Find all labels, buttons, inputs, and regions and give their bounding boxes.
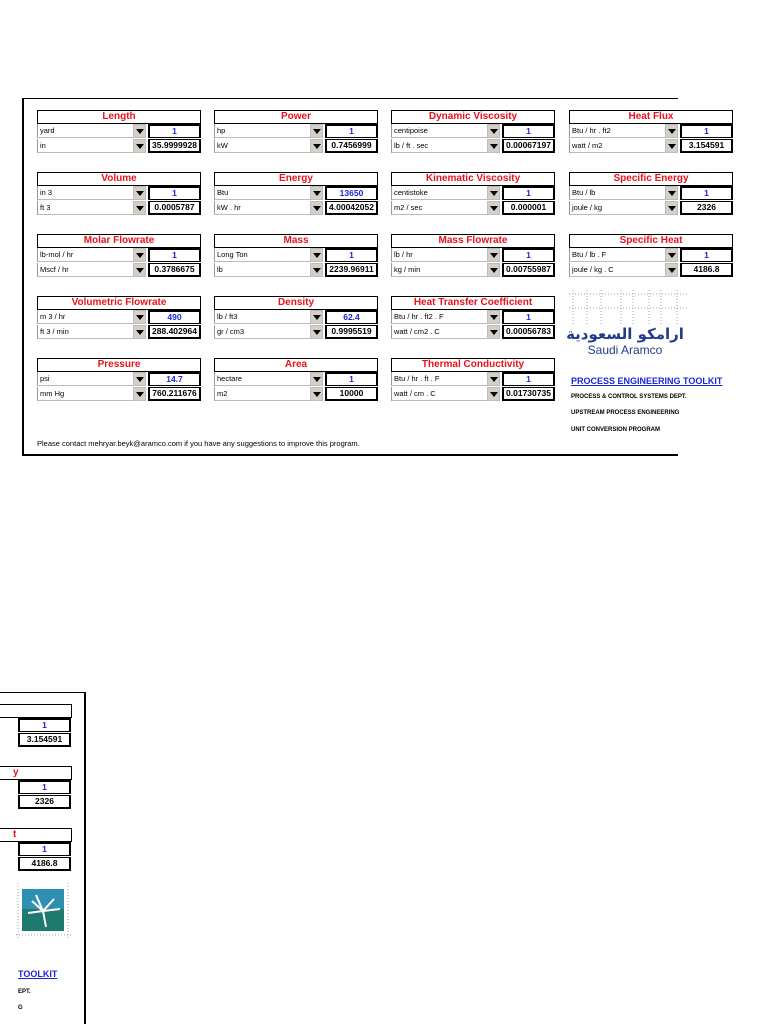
group-heat-flux — [569, 110, 733, 162]
volumetric-flowrate-title: Volumetric Flowrate — [37, 296, 201, 310]
energy-title: Energy — [214, 172, 378, 186]
density-to-row — [214, 325, 378, 339]
dept-line-2: UPSTREAM PROCESS ENGINEERING — [571, 410, 680, 416]
length-title: Length — [37, 110, 201, 124]
power-from-row — [214, 124, 378, 138]
continued-sheet-fragment — [0, 692, 86, 1024]
specific-energy-from-row — [569, 186, 733, 200]
dropdown-arrow-icon[interactable] — [310, 387, 323, 401]
dept-fragment-2: G — [18, 1005, 23, 1011]
kinematic-viscosity-to-unit: m2 / sec — [391, 201, 487, 215]
dropdown-arrow-icon[interactable] — [133, 263, 146, 277]
density-output-value: 0.9995519 — [325, 325, 378, 339]
kinematic-viscosity-to-row — [391, 201, 555, 215]
group-volume — [37, 172, 201, 224]
specific-energy-input-continued[interactable]: 1 — [18, 780, 71, 794]
molar-flowrate-from-unit: lb-mol / hr — [37, 248, 133, 262]
heat-flux-input-continued[interactable]: 1 — [18, 718, 71, 732]
group-specific-heat — [569, 234, 733, 286]
group-heat-transfer-coefficient — [391, 296, 555, 348]
pressure-title: Pressure — [37, 358, 201, 372]
heat-flux-from-row — [569, 124, 733, 138]
volume-to-unit: ft 3 — [37, 201, 133, 215]
dropdown-arrow-icon[interactable] — [665, 186, 678, 200]
dropdown-arrow-icon[interactable] — [310, 310, 323, 324]
dropdown-arrow-icon[interactable] — [487, 248, 500, 262]
group-kinematic-viscosity — [391, 172, 555, 224]
group-mass — [214, 234, 378, 286]
thermal-conductivity-from-unit: Btu / hr . ft . F — [391, 372, 487, 386]
heat-flux-input-value[interactable]: 1 — [680, 124, 733, 138]
dropdown-arrow-icon[interactable] — [665, 263, 678, 277]
group-energy — [214, 172, 378, 224]
thermal-conductivity-title: Thermal Conductivity — [391, 358, 555, 372]
group-pressure — [37, 358, 201, 410]
dropdown-arrow-icon[interactable] — [665, 139, 678, 153]
density-input-value[interactable]: 62.4 — [325, 310, 378, 324]
density-from-unit: lb / ft3 — [214, 310, 310, 324]
molar-flowrate-input-value[interactable]: 1 — [148, 248, 201, 262]
dropdown-arrow-icon[interactable] — [133, 325, 146, 339]
dropdown-arrow-icon[interactable] — [665, 201, 678, 215]
dropdown-arrow-icon[interactable] — [310, 201, 323, 215]
area-input-value[interactable]: 1 — [325, 372, 378, 386]
thermal-conductivity-to-row — [391, 387, 555, 401]
dropdown-arrow-icon[interactable] — [487, 310, 500, 324]
volume-title: Volume — [37, 172, 201, 186]
group-dynamic-viscosity — [391, 110, 555, 162]
mass-input-value[interactable]: 1 — [325, 248, 378, 262]
dropdown-arrow-icon[interactable] — [487, 139, 500, 153]
dynamic-viscosity-from-unit: centipoise — [391, 124, 487, 138]
specific-energy-output-value: 2326 — [680, 201, 733, 215]
dropdown-arrow-icon[interactable] — [310, 325, 323, 339]
density-from-row — [214, 310, 378, 324]
group-thermal-conductivity — [391, 358, 555, 410]
mass-to-unit: lb — [214, 263, 310, 277]
specific-heat-output-continued: 4186.8 — [18, 857, 71, 871]
kinematic-viscosity-title: Kinematic Viscosity — [391, 172, 555, 186]
palm-emblem-icon — [16, 883, 72, 941]
volumetric-flowrate-output-value: 288.402964 — [148, 325, 201, 339]
specific-energy-to-unit: joule / kg — [569, 201, 665, 215]
power-input-value[interactable]: 1 — [325, 124, 378, 138]
group-specific-energy — [569, 172, 733, 224]
dropdown-arrow-icon[interactable] — [310, 186, 323, 200]
length-output-value: 35.9999928 — [148, 139, 201, 153]
specific-energy-output-continued: 2326 — [18, 795, 71, 809]
pressure-from-unit: psi — [37, 372, 133, 386]
dept-line-1: PROCESS & CONTROL SYSTEMS DEPT. — [571, 394, 687, 400]
area-output-value: 10000 — [325, 387, 378, 401]
specific-heat-from-unit: Btu / lb . F — [569, 248, 665, 262]
dropdown-arrow-icon[interactable] — [487, 201, 500, 215]
dept-line-3: UNIT CONVERSION PROGRAM — [571, 427, 661, 433]
heat-transfer-coefficient-to-row — [391, 325, 555, 339]
group-heat-flux-continued — [0, 704, 72, 756]
molar-flowrate-to-unit: Mscf / hr — [37, 263, 133, 277]
dropdown-arrow-icon[interactable] — [310, 372, 323, 386]
area-to-row — [214, 387, 378, 401]
group-specific-heat-continued — [0, 828, 72, 880]
volumetric-flowrate-to-unit: ft 3 / min — [37, 325, 133, 339]
mass-to-row — [214, 263, 378, 277]
power-to-row — [214, 139, 378, 153]
dropdown-arrow-icon[interactable] — [310, 139, 323, 153]
molar-flowrate-output-value: 0.3786675 — [148, 263, 201, 277]
specific-heat-output-value: 4186.8 — [680, 263, 733, 277]
energy-from-unit: Btu — [214, 186, 310, 200]
kinematic-viscosity-from-row — [391, 186, 555, 200]
area-from-unit: hectare — [214, 372, 310, 386]
molar-flowrate-from-row — [37, 248, 201, 262]
heat-flux-output-continued: 3.154591 — [18, 733, 71, 747]
pressure-to-row — [37, 387, 201, 401]
dropdown-arrow-icon[interactable] — [133, 186, 146, 200]
group-molar-flowrate — [37, 234, 201, 286]
molar-flowrate-title: Molar Flowrate — [37, 234, 201, 248]
specific-heat-input-continued[interactable]: 1 — [18, 842, 71, 856]
heat-transfer-coefficient-to-unit: watt / cm2 . C — [391, 325, 487, 339]
specific-heat-title-fragment: t — [13, 829, 17, 840]
energy-input-value[interactable]: 13650 — [325, 186, 378, 200]
converter-sheet — [22, 98, 725, 456]
group-mass-flowrate — [391, 234, 555, 286]
dropdown-arrow-icon[interactable] — [487, 372, 500, 386]
mass-from-unit: Long Ton — [214, 248, 310, 262]
length-to-unit: in — [37, 139, 133, 153]
length-to-row — [37, 139, 201, 153]
thermal-conductivity-input-value[interactable]: 1 — [502, 372, 555, 386]
specific-heat-title: Specific Heat — [569, 234, 733, 248]
length-from-row — [37, 124, 201, 138]
specific-heat-to-unit: joule / kg . C — [569, 263, 665, 277]
group-length — [37, 110, 201, 162]
energy-to-row — [214, 201, 378, 215]
dropdown-arrow-icon[interactable] — [133, 310, 146, 324]
dept-fragment-1: EPT. — [18, 989, 31, 995]
dropdown-arrow-icon[interactable] — [310, 248, 323, 262]
volume-input-value[interactable]: 1 — [148, 186, 201, 200]
length-input-value[interactable]: 1 — [148, 124, 201, 138]
group-density — [214, 296, 378, 348]
volumetric-flowrate-from-unit: m 3 / hr — [37, 310, 133, 324]
heat-transfer-coefficient-from-row — [391, 310, 555, 324]
density-title: Density — [214, 296, 378, 310]
area-to-unit: m2 — [214, 387, 310, 401]
mass-flowrate-to-row — [391, 263, 555, 277]
molar-flowrate-to-row — [37, 263, 201, 277]
dropdown-arrow-icon[interactable] — [487, 186, 500, 200]
group-volumetric-flowrate — [37, 296, 201, 348]
energy-from-row — [214, 186, 378, 200]
heat-flux-to-unit: watt / m2 — [569, 139, 665, 153]
specific-energy-from-unit: Btu / lb — [569, 186, 665, 200]
volume-to-row — [37, 201, 201, 215]
thermal-conductivity-to-unit: watt / cm . C — [391, 387, 487, 401]
heat-flux-title: Heat Flux — [569, 110, 733, 124]
dropdown-arrow-icon[interactable] — [133, 387, 146, 401]
power-title: Power — [214, 110, 378, 124]
length-from-unit: yard — [37, 124, 133, 138]
specific-energy-title-fragment: y — [13, 767, 19, 778]
dynamic-viscosity-output-value: 0.00067197 — [502, 139, 555, 153]
mass-flowrate-output-value: 0.00755987 — [502, 263, 555, 277]
specific-energy-to-row — [569, 201, 733, 215]
mass-output-value: 2239.96911 — [325, 263, 378, 277]
heat-flux-to-row — [569, 139, 733, 153]
heat-transfer-coefficient-input-value[interactable]: 1 — [502, 310, 555, 324]
heat-flux-from-unit: Btu / hr . ft2 — [569, 124, 665, 138]
mass-flowrate-to-unit: kg / min — [391, 263, 487, 277]
kinematic-viscosity-output-value: 0.000001 — [502, 201, 555, 215]
dropdown-arrow-icon[interactable] — [133, 372, 146, 386]
saudi-aramco-logo-icon — [566, 288, 689, 360]
dropdown-arrow-icon[interactable] — [665, 248, 678, 262]
dropdown-arrow-icon[interactable] — [133, 124, 146, 138]
energy-output-value: 4.00042052 — [325, 201, 378, 215]
dropdown-arrow-icon[interactable] — [487, 325, 500, 339]
mass-title: Mass — [214, 234, 378, 248]
specific-heat-from-row — [569, 248, 733, 262]
dynamic-viscosity-input-value[interactable]: 1 — [502, 124, 555, 138]
thermal-conductivity-from-row — [391, 372, 555, 386]
toolkit-link-fragment[interactable]: TOOLKIT — [18, 969, 58, 979]
contact-note: Please contact mehryar.beyk@aramco.com if you have any suggestions to improve this program. — [37, 439, 360, 448]
logo-english-text: Saudi Aramco — [587, 343, 663, 357]
area-from-row — [214, 372, 378, 386]
pressure-from-row — [37, 372, 201, 386]
thermal-conductivity-output-value: 0.01730735 — [502, 387, 555, 401]
dropdown-arrow-icon[interactable] — [487, 387, 500, 401]
dropdown-arrow-icon[interactable] — [310, 124, 323, 138]
volumetric-flowrate-to-row — [37, 325, 201, 339]
volume-output-value: 0.0005787 — [148, 201, 201, 215]
group-specific-energy-continued — [0, 766, 72, 818]
volumetric-flowrate-from-row — [37, 310, 201, 324]
kinematic-viscosity-input-value[interactable]: 1 — [502, 186, 555, 200]
dynamic-viscosity-title: Dynamic Viscosity — [391, 110, 555, 124]
dropdown-arrow-icon[interactable] — [133, 139, 146, 153]
group-power — [214, 110, 378, 162]
heat-transfer-coefficient-title: Heat Transfer Coefficient — [391, 296, 555, 310]
dropdown-arrow-icon[interactable] — [487, 263, 500, 277]
dynamic-viscosity-to-row — [391, 139, 555, 153]
pressure-input-value[interactable]: 14.7 — [148, 372, 201, 386]
dynamic-viscosity-from-row — [391, 124, 555, 138]
specific-energy-title: Specific Energy — [569, 172, 733, 186]
dropdown-arrow-icon[interactable] — [487, 124, 500, 138]
mass-flowrate-input-value[interactable]: 1 — [502, 248, 555, 262]
toolkit-link[interactable]: PROCESS ENGINEERING TOOLKIT — [571, 376, 723, 386]
group-area — [214, 358, 378, 410]
heat-flux-output-value: 3.154591 — [680, 139, 733, 153]
mass-flowrate-from-row — [391, 248, 555, 262]
energy-to-unit: kW . hr — [214, 201, 310, 215]
power-to-unit: kW — [214, 139, 310, 153]
dropdown-arrow-icon[interactable] — [133, 201, 146, 215]
kinematic-viscosity-from-unit: centistoke — [391, 186, 487, 200]
dropdown-arrow-icon[interactable] — [665, 124, 678, 138]
volumetric-flowrate-input-value[interactable]: 490 — [148, 310, 201, 324]
specific-heat-input-value[interactable]: 1 — [680, 248, 733, 262]
mass-flowrate-title: Mass Flowrate — [391, 234, 555, 248]
dropdown-arrow-icon[interactable] — [133, 248, 146, 262]
volume-from-unit: in 3 — [37, 186, 133, 200]
heat-transfer-coefficient-output-value: 0.00056783 — [502, 325, 555, 339]
heat-transfer-coefficient-from-unit: Btu / hr . ft2 . F — [391, 310, 487, 324]
pressure-output-value: 760.211676 — [148, 387, 201, 401]
density-to-unit: gr / cm3 — [214, 325, 310, 339]
dynamic-viscosity-to-unit: lb / ft . sec — [391, 139, 487, 153]
power-output-value: 0.7456999 — [325, 139, 378, 153]
dropdown-arrow-icon[interactable] — [310, 263, 323, 277]
specific-heat-to-row — [569, 263, 733, 277]
area-title: Area — [214, 358, 378, 372]
pressure-to-unit: mm Hg — [37, 387, 133, 401]
specific-energy-input-value[interactable]: 1 — [680, 186, 733, 200]
power-from-unit: hp — [214, 124, 310, 138]
mass-from-row — [214, 248, 378, 262]
volume-from-row — [37, 186, 201, 200]
logo-arabic-text: ارامكو السعودية — [566, 325, 684, 343]
mass-flowrate-from-unit: lb / hr — [391, 248, 487, 262]
